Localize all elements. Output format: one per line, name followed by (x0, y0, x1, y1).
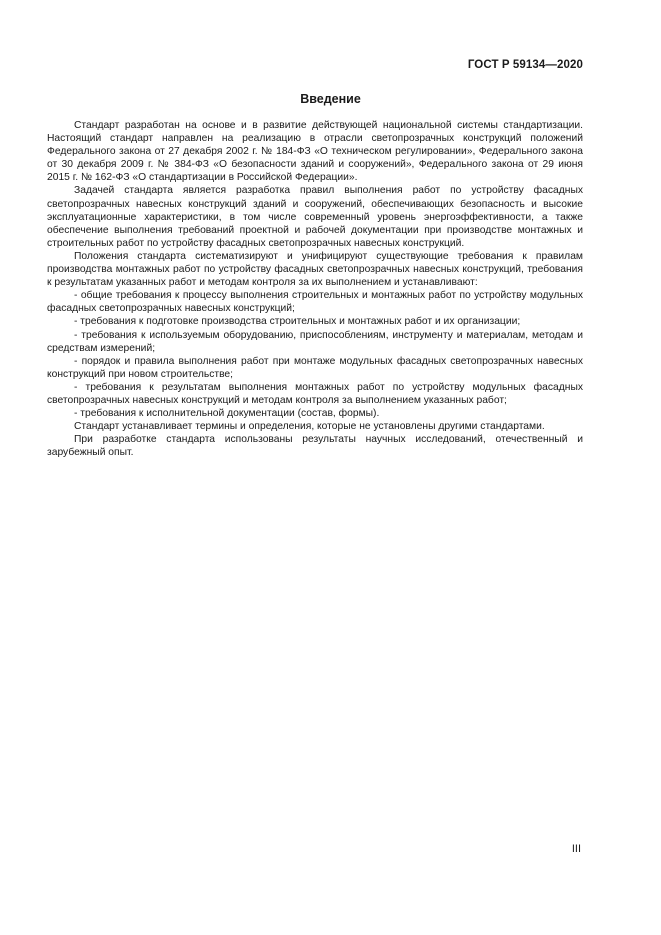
list-item: - требования к исполнительной документации (состав, формы). (74, 408, 380, 420)
list-item: - требования к результатам выполнения монтажных работ по устройству модульных фасадных светопрозрачных навесных конструкций и методам контроля за выполнением указанных работ; (47, 381, 583, 406)
paragraph-intro: Стандарт разработан на основе и в развитие действующей национальной системы стандартизации. Настоящий стандарт направлен на реализацию в отрасли светопрозрачных конструкций положений Федерального закона от 27 декабря 2002 г. № 184-ФЗ «О техническом регулировании», Федерального закона от 30 декабря 2009 г. № 384-ФЗ «О безопасности зданий и сооружений», Федерального закона от 29 июня 2015 г. № 162-ФЗ «О стандартизации в Российской Федерации». (47, 120, 583, 184)
paragraph-terms: Стандарт устанавливает термины и определения, которые не установлены другими стандартами. (74, 421, 545, 433)
page-number: III (571, 843, 581, 855)
section-title: Введение (300, 92, 361, 106)
document-body (47, 119, 583, 459)
list-item: - общие требования к процессу выполнения строительных и монтажных работ по устройству модульных фасадных светопрозрачных навесных конструкций; (47, 290, 583, 315)
list-item: - порядок и правила выполнения работ при монтаже модульных фасадных светопрозрачных навесных конструкций при новом строительстве; (47, 355, 583, 380)
paragraph-provisions: Положения стандарта систематизируют и унифицируют существующие требования к правилам производства монтажных работ по устройству фасадных светопрозрачных навесных конструкций, требования к результатам указанных работ и методам контроля за их выполнением и устанавливают: (47, 250, 583, 289)
list-item: - требования к подготовке производства строительных и монтажных работ и их организации; (74, 316, 521, 328)
list-item: - требования к используемым оборудованию, приспособлениям, инструменту и материалам, методам и средствам измерений; (47, 329, 583, 354)
paragraph-purpose: Задачей стандарта является разработка правил выполнения работ по устройству фасадных светопрозрачных навесных конструкций зданий и сооружений, обеспечивающих безопасность и высокие эксплуатационные характеристики, в том числе современный уровень энергоэффективности, а также обеспечение выполнения требований проектной и рабочей документации при производстве монтажных и строительных работ по устройству фасадных светопрозрачных навесных конструкций. (47, 185, 583, 249)
standard-code: ГОСТ Р 59134—2020 (467, 59, 583, 71)
paragraph-research: При разработке стандарта использованы результаты научных исследований, отечественный и зарубежный опыт. (47, 434, 583, 459)
